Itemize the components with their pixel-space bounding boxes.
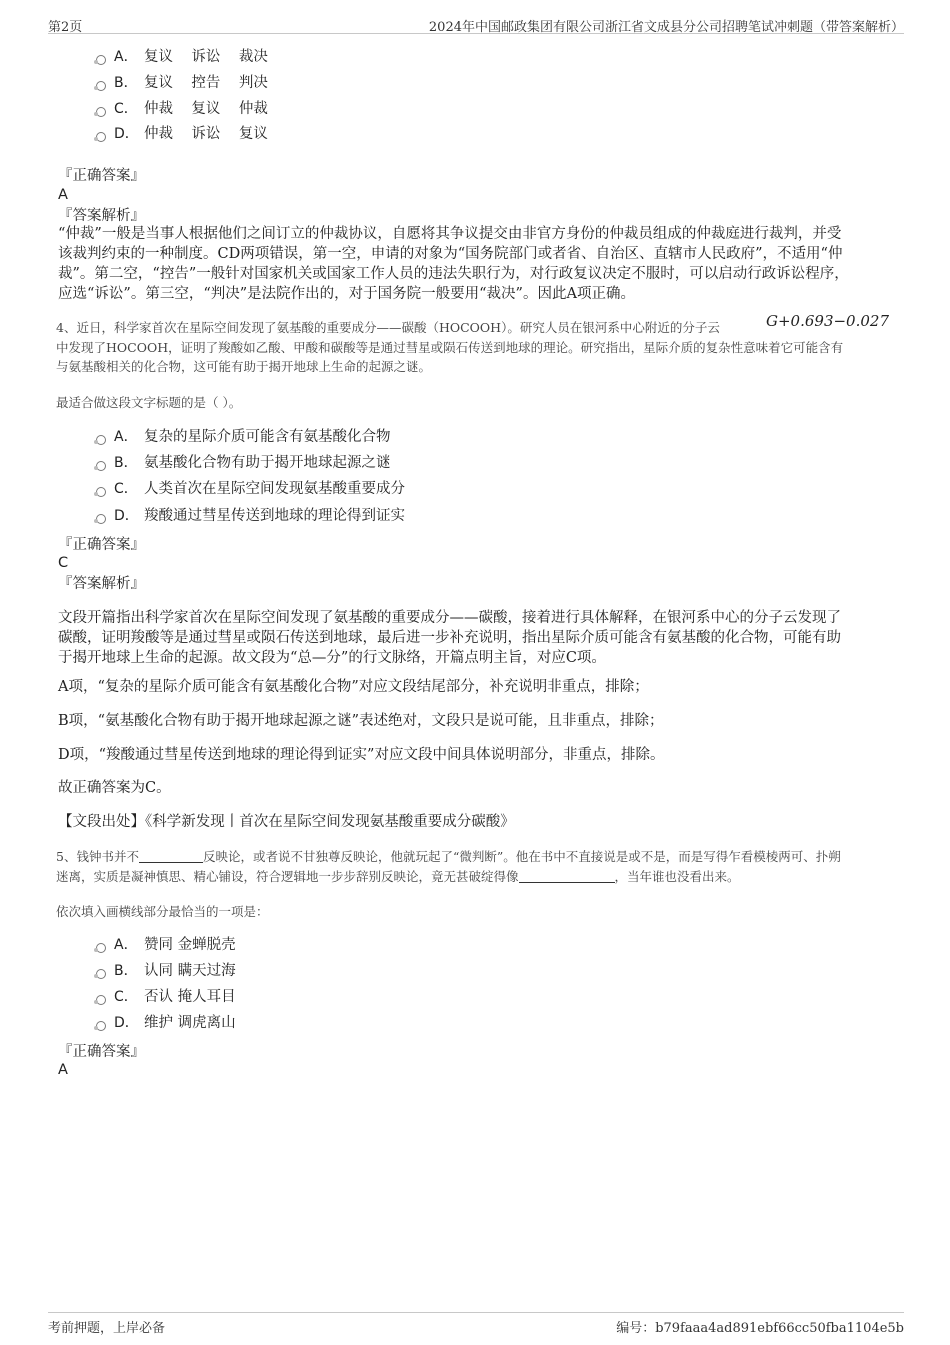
radio-icon[interactable] <box>96 55 106 65</box>
q3-analysis: “仲裁”一般是当事人根据他们之间订立的仲裁协议，自愿将其争议提交由非官方身份的仲裁员组成的仲裁庭进行裁判，并受 该裁判约束的一种制度。CD两项错误，第一空，申请的对象为“国务院部门或者省、自治区、直辖市人民政府”，不适用“仲 裁”。第二空，“控告”一般针对国家机关或国家工作人员的违法失职行为，对行政复议决定不服时，可以启动行政诉讼程序， 应选“诉讼”。第三空，“判决”是法院作出的，对于国务院一般要用“裁决”。因此A项正确。 <box>58 226 849 302</box>
q5-option-c[interactable]: C． 否认 掩人耳目 <box>96 986 236 1008</box>
document-title: 2024年中国邮政集团有限公司浙江省文成县分公司招聘笔试冲刺题（带答案解析） <box>428 20 904 35</box>
q4-option-c[interactable]: C． 人类首次在星际空间发现氨基酸重要成分 <box>96 478 405 500</box>
radio-icon[interactable] <box>96 514 106 524</box>
q4-stem: 4、近日，科学家首次在星际空间发现了氨基酸的重要成分——碳酸（HOCOOH）。研究人员在银河系中心附近的分子云 中发现了HOCOOH，证明了羧酸如乙酸、甲酸和碳酸等是通过彗星或陨石传送到地球的理论。研究指出，星际介质的复杂性意味着它可能含有 与氨基酸相关的化合物，这可能有助于揭开地球上生命的起源之谜。 <box>56 320 844 374</box>
radio-icon[interactable] <box>96 487 106 497</box>
q4-conclusion: 故正确答案为C。 <box>58 780 171 796</box>
radio-icon[interactable] <box>96 107 106 117</box>
q4-source: 【文段出处】《科学新发现丨首次在星际空间发现氨基酸重要成分碳酸》 <box>58 814 515 830</box>
radio-icon[interactable] <box>96 81 106 91</box>
footer-slogan: 考前押题，上岸必备 <box>48 1321 166 1336</box>
blank-line-2 <box>519 869 615 883</box>
q3-answer: A <box>58 187 68 203</box>
radio-icon[interactable] <box>96 995 106 1005</box>
blank-line-1 <box>139 849 203 863</box>
radio-icon[interactable] <box>96 969 106 979</box>
q4-analysis-main: 文段开篇指出科学家首次在星际空间发现了氨基酸的重要成分——碳酸，接着进行具体解释，在银河系中心的分子云发现了 碳酸，证明羧酸等是通过彗星或陨石传送到地球，最后进一步补充说明，指出星际介质可能含有氨基酸的化合物，可能有助 于揭开地球上生命的起源。故文段为“总—分”的行文脉络，开篇点明主旨，对应C项。 <box>58 610 841 666</box>
q4-option-a[interactable]: A． 复杂的星际介质可能含有氨基酸化合物 <box>96 426 391 448</box>
q4-formula: G+0.693−0.027 <box>766 312 890 330</box>
q3-option-b[interactable]: B． 复议 控告 判决 <box>96 72 268 94</box>
q5-answer: A <box>58 1062 68 1078</box>
q4-analysis-b: B项，“氨基酸化合物有助于揭开地球起源之谜”表述绝对，文段只是说可能，且非重点，排除； <box>58 713 664 729</box>
q5-answer-label: 『正确答案』 <box>58 1044 145 1060</box>
q4-analysis-d: D项，“羧酸通过彗星传送到地球的理论得到证实”对应文段中间具体说明部分，非重点，排除。 <box>58 747 665 763</box>
q4-answer: C <box>58 555 69 571</box>
q4-analysis-label: 『答案解析』 <box>58 576 145 592</box>
q4-prompt: 最适合做这段文字标题的是（ ）。 <box>56 395 242 410</box>
q5-prompt: 依次填入画横线部分最恰当的一项是： <box>56 904 269 919</box>
page-header <box>48 14 904 34</box>
q3-option-a[interactable]: A． 复议 诉讼 裁决 <box>96 46 268 68</box>
document-id: 编号：b79faaa4ad891ebf66cc50fba1104e5b <box>616 1321 904 1336</box>
q5-option-d[interactable]: D． 维护 调虎离山 <box>96 1012 236 1034</box>
q3-option-d[interactable]: D． 仲裁 诉讼 复议 <box>96 123 268 145</box>
q5-stem: 5、钱钟书并不 反映论，或者说不甘独尊反映论，他就玩起了“微判断”。他在书中不直接说是或不是，而是写得乍看模棱两可、扑朔 迷离，实质是凝神慎思、精心铺设，符合逻辑地一步步辞别反映论，竟无甚破绽得像 ，当年谁也没看出来。 <box>56 849 841 884</box>
q3-analysis-label: 『答案解析』 <box>58 208 145 224</box>
q4-answer-label: 『正确答案』 <box>58 537 145 553</box>
q4-option-d[interactable]: D． 羧酸通过彗星传送到地球的理论得到证实 <box>96 505 405 527</box>
page-number: 第2页 <box>48 20 83 35</box>
q3-option-c[interactable]: C． 仲裁 复议 仲裁 <box>96 98 268 120</box>
q3-answer-label: 『正确答案』 <box>58 168 145 184</box>
q5-option-a[interactable]: A． 赞同 金蝉脱壳 <box>96 934 236 956</box>
radio-icon[interactable] <box>96 943 106 953</box>
page-footer <box>48 1312 904 1336</box>
radio-icon[interactable] <box>96 1021 106 1031</box>
radio-icon[interactable] <box>96 461 106 471</box>
q4-analysis-a: A项，“复杂的星际介质可能含有氨基酸化合物”对应文段结尾部分，补充说明非重点，排除； <box>58 679 649 695</box>
q5-option-b[interactable]: B． 认同 瞒天过海 <box>96 960 236 982</box>
radio-icon[interactable] <box>96 435 106 445</box>
q4-option-b[interactable]: B． 氨基酸化合物有助于揭开地球起源之谜 <box>96 452 391 474</box>
radio-icon[interactable] <box>96 132 106 142</box>
